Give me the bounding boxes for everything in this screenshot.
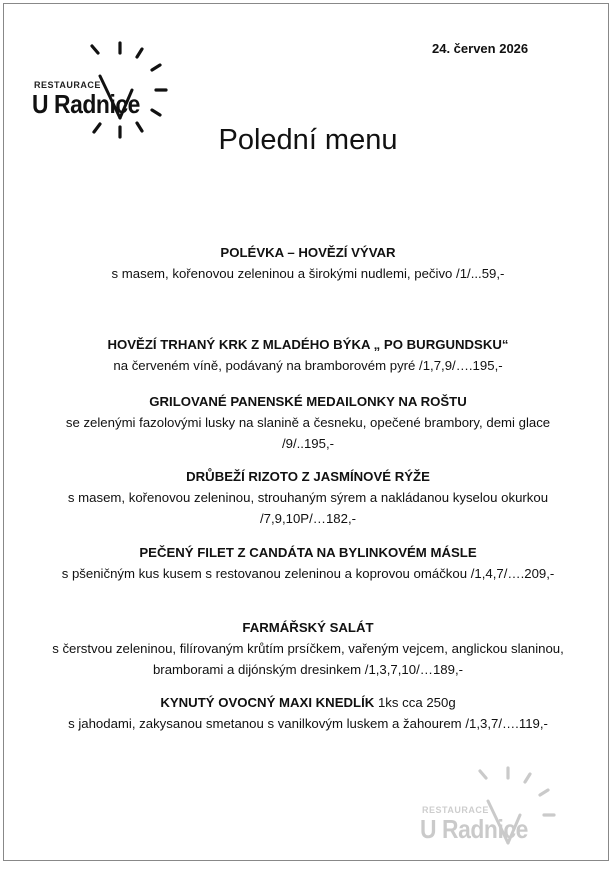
item-desc: s masem, kořenovou zeleninou a širokými nudlemi, pečivo /1/...59,-: [111, 266, 505, 281]
item-name: GRILOVANÉ PANENSKÉ MEDAILONKY NA ROŠTU: [149, 394, 467, 409]
menu-item-soup: [40, 242, 576, 284]
item-desc: s pšeničným kus kusem s restovanou zeleninou a koprovou omáčkou /1,4,7/….209,-: [61, 566, 555, 581]
item-desc: s jahodami, zakysanou smetanou s vanilkovým luskem a žahourem /1,3,7/….119,-: [68, 716, 548, 731]
item-name: PEČENÝ FILET Z CANDÁTA NA BYLINKOVÉM MÁSLE: [139, 545, 477, 560]
item-name: FARMÁŘSKÝ SALÁT: [242, 620, 374, 635]
menu-date: 24. červen 2026: [432, 41, 529, 56]
item-desc: se zelenými fazolovými lusky na slanině a česneku, opečené brambory, demi glace /9/..195,-: [65, 415, 551, 451]
menu-item-risotto: [40, 466, 576, 529]
logo-small-text: RESTAURACE: [422, 805, 489, 815]
item-name: KYNUTÝ OVOCNÝ MAXI KNEDLÍK: [160, 695, 375, 710]
item-desc: s masem, kořenovou zeleninou, strouhaným sýrem a nakládanou kyselou okurkou /7,9,10P/…182,-: [67, 490, 549, 526]
menu-item-medallions: [40, 391, 576, 454]
item-name: HOVĚZÍ TRHANÝ KRK Z MLADÉHO BÝKA „ PO BURGUNDSKU“: [107, 337, 509, 352]
logo-name: U Radnice: [420, 814, 528, 844]
restaurant-logo-watermark: [420, 765, 565, 865]
menu-item-dumpling: [40, 692, 576, 734]
item-name: POLÉVKA – HOVĚZÍ VÝVAR: [220, 245, 396, 260]
logo-name: U Radnice: [32, 89, 140, 119]
item-name: DRŮBEŽÍ RIZOTO Z JASMÍNOVÉ RÝŽE: [186, 469, 430, 484]
item-portion: 1ks cca 250g: [374, 695, 456, 710]
logo-small-text: RESTAURACE: [34, 80, 101, 90]
menu-item-salad: [40, 617, 576, 680]
item-desc: na červeném víně, podávaný na bramborovém pyré /1,7,9/….195,-: [113, 358, 503, 373]
page-title: Polední menu: [218, 124, 398, 156]
menu-item-zander: [40, 542, 576, 584]
item-desc: s čerstvou zeleninou, filírovaným krůtím prsíčkem, vařeným vejcem, anglickou slaninou, bramborami a dijónským dresinkem /1,3,7,10/…189,-: [52, 641, 564, 677]
menu-item-beef: [40, 334, 576, 376]
